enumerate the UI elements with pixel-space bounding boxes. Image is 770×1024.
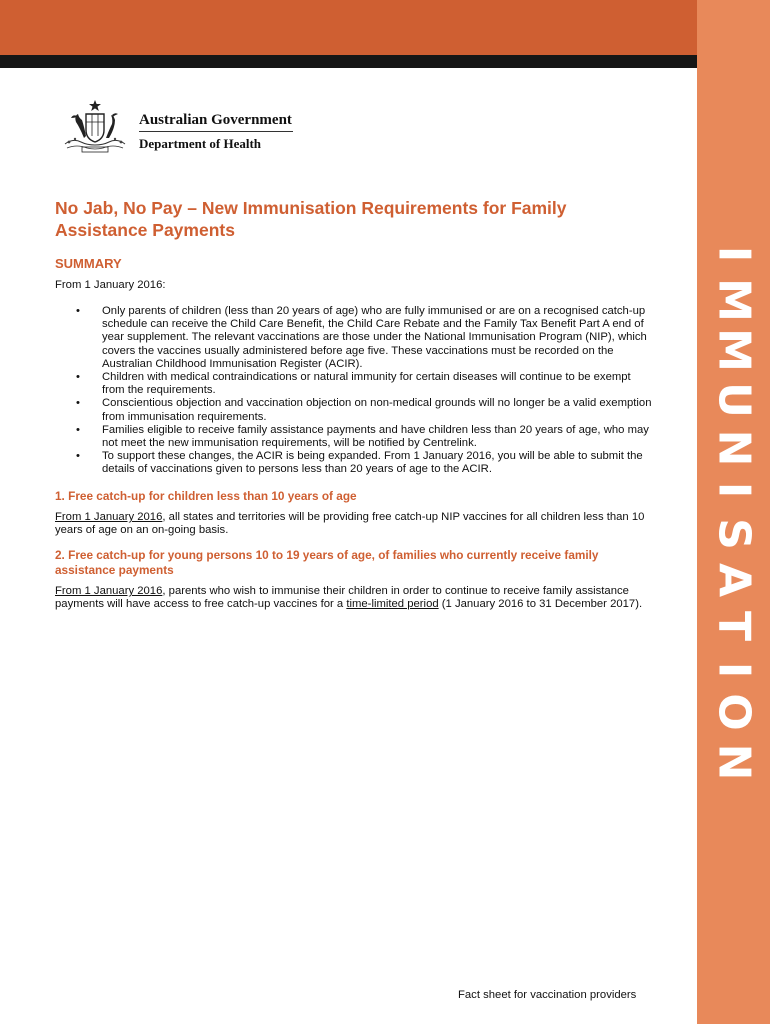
section1-text: , all states and territories will be providing free catch-up NIP vaccines for all children less than 10 years of age on an on-going basis.	[55, 511, 645, 537]
side-letter: N	[708, 743, 760, 781]
list-item-text: Conscientious objection and vaccination objection on non-medical grounds will no longer be a valid exemption from immunisation requirements.	[102, 397, 652, 423]
list-item	[55, 397, 655, 423]
side-letter: N	[708, 429, 760, 467]
side-letter: M	[708, 328, 760, 372]
coat-of-arms-icon	[55, 98, 135, 158]
header-orange-band	[0, 0, 697, 55]
section2-date: From 1 January 2016	[55, 585, 163, 597]
bullet-icon: •	[76, 371, 80, 384]
section2-text-a: , parents who wish to immunise their children in order to continue to receive family assistance payments will have access to free catch-up vaccines for a	[55, 585, 629, 611]
side-letter: M	[708, 278, 760, 322]
list-item	[55, 450, 655, 476]
section2-period: time-limited period	[346, 598, 439, 611]
list-item-text: Only parents of children (less than 20 years of age) who are fully immunised or are on a recognised catch-up schedule can receive the Child Care Benefit, the Child Care Rebate and the Family Tax Benefit Part A end of year supplement. The relevant vaccinations are those under the National Immunisation Program (NIP), which covers the vaccines usually administered before age five. These vaccinations must be recorded on the Australian Childhood Immunisation Register (ACIR).	[102, 305, 647, 370]
side-letter: I	[708, 481, 760, 499]
section2-heading: 2. Free catch-up for young persons 10 to 19 years of age, of families who currently receive family assistance payments	[55, 548, 599, 577]
section1-heading: 1. Free catch-up for children less than 10 years of age	[55, 489, 357, 503]
side-letter: S	[708, 518, 760, 550]
section2-paragraph	[55, 585, 655, 611]
footer-text: Fact sheet for vaccination providers	[458, 989, 637, 1001]
summary-heading: SUMMARY	[55, 256, 122, 271]
bullet-icon: •	[76, 423, 80, 436]
logo-divider	[139, 131, 293, 132]
list-item	[55, 424, 655, 450]
bullet-icon: •	[76, 305, 80, 317]
document-title: No Jab, No Pay – New Immunisation Requirements for Family Assistance Payments	[55, 198, 567, 240]
side-letter: I	[708, 661, 760, 679]
list-item-text: To support these changes, the ACIR is being expanded. From 1 January 2016, you will be able to submit the details of vaccinations given to persons less than 20 years of age to the ACIR.	[102, 450, 643, 476]
org-name: Australian Government	[139, 112, 292, 128]
list-item-text: Children with medical contraindications or natural immunity for certain diseases will continue to be exempt from the requirements.	[102, 371, 631, 397]
section1-date: From 1 January 2016	[55, 511, 163, 523]
summary-intro: From 1 January 2016:	[55, 279, 166, 291]
side-letter: O	[708, 693, 760, 731]
side-letter: I	[708, 245, 760, 263]
side-letter: T	[708, 610, 760, 641]
list-item	[55, 305, 655, 371]
section2-text-b: (1 January 2016 to 31 December 2017).	[438, 598, 643, 611]
government-logo	[55, 98, 305, 158]
list-item-text: Families eligible to receive family assistance payments and have children less than 20 years of age, who may not meet the new immunisation requirements, will be notified by Centrelink.	[102, 423, 649, 450]
summary-bullet-list	[55, 305, 655, 477]
side-letter: U	[708, 382, 760, 418]
department-name: Department of Health	[139, 136, 262, 151]
header-dark-band	[0, 55, 697, 68]
side-letter: A	[708, 562, 760, 598]
section1-paragraph	[55, 511, 655, 537]
bullet-icon: •	[76, 397, 80, 410]
side-word-immunisation	[697, 232, 770, 792]
list-item	[55, 371, 655, 397]
bullet-icon: •	[76, 450, 80, 463]
